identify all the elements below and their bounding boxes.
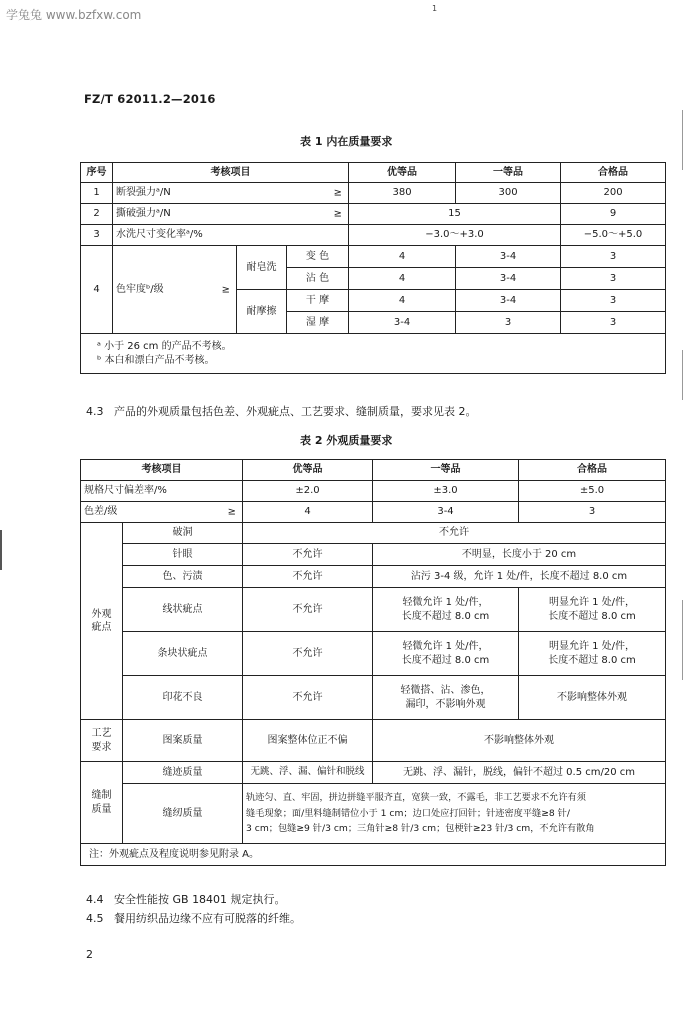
table-notes — [81, 334, 666, 374]
cell — [373, 588, 519, 632]
cell-line: 轻微允许 1 处/件， — [402, 597, 489, 608]
cell: 3-4 — [373, 502, 519, 523]
cell: 3 — [519, 502, 666, 523]
cell: 不允许 — [243, 632, 373, 676]
cell — [113, 204, 349, 225]
item-label: 撕破强力ᵃ/N — [116, 208, 171, 220]
table-row — [81, 762, 666, 784]
cell: 色、污渍 — [123, 566, 243, 588]
cell: 9 — [561, 204, 666, 225]
clause-number: 4.4 — [86, 893, 104, 906]
table-notes-row — [81, 334, 666, 374]
cell: 3-4 — [456, 268, 561, 290]
item-label: 色差/级 — [84, 506, 118, 518]
clause-number: 4.3 — [86, 405, 104, 418]
clause-text: 产品的外观质量包括色差、外观疵点、工艺要求、缝制质量，要求见表 2。 — [114, 405, 477, 418]
cell: ±2.0 — [243, 481, 373, 502]
cell-line: 明显允许 1 处/件， — [548, 641, 636, 652]
cell: 规格尺寸偏差率/% — [81, 481, 243, 502]
cell: 耐摩擦 — [237, 290, 287, 334]
cell-line: 3 cm；包缝≥9 针/3 cm；三角针≥8 针/3 cm；包梗针≥23 针/3 cm，不允许有散角 — [246, 823, 595, 835]
cell: 15 — [349, 204, 561, 225]
table-note: 注：外观疵点及程度说明参见附录 A。 — [81, 844, 666, 866]
cell: 图案质量 — [123, 720, 243, 762]
table-row — [81, 676, 666, 720]
cell: 不影响整体外观 — [519, 676, 666, 720]
table-row — [81, 544, 666, 566]
cell: 3 — [81, 225, 113, 246]
cell-line: 明显允许 1 处/件， — [548, 597, 636, 608]
operator: ≥ — [221, 283, 230, 295]
cell: 不明显，长度小于 20 cm — [373, 544, 666, 566]
operator: ≥ — [333, 208, 343, 220]
cell: 4 — [349, 246, 456, 268]
cell: 无跳、浮、漏、偏针和脱线 — [243, 762, 373, 784]
sewing-label: 缝制 质量 — [81, 762, 123, 844]
cell: 4 — [349, 290, 456, 312]
cell — [113, 246, 237, 334]
cell: 3 — [561, 246, 666, 268]
cell: 湿 摩 — [287, 312, 349, 334]
header-cell: 一等品 — [456, 163, 561, 183]
cell: 图案整体位正不偏 — [243, 720, 373, 762]
note-line: ᵇ 本白和漂白产品不考核。 — [97, 354, 215, 366]
table-row — [81, 784, 666, 844]
cell — [519, 588, 666, 632]
cell: 缝纫质量 — [123, 784, 243, 844]
cell: 破洞 — [123, 523, 243, 544]
cell-line: 长度不超过 8.0 cm — [401, 610, 490, 622]
note-line: ᵃ 小于 26 cm 的产品不考核。 — [97, 341, 232, 352]
header-cell: 考核项目 — [113, 163, 349, 183]
cell: −5.0～+5.0 — [561, 225, 666, 246]
cell — [373, 632, 519, 676]
item-label: 色牢度ᵇ/级 — [116, 283, 164, 295]
cell-line: 轻微搭、沾、渗色， — [400, 685, 491, 696]
scan-edge-mark — [0, 530, 2, 570]
cell: 耐皂洗 — [237, 246, 287, 290]
paragraph-4-4 — [86, 891, 286, 907]
cell: 干 摩 — [287, 290, 349, 312]
cell: −3.0～+3.0 — [349, 225, 561, 246]
operator: ≥ — [227, 506, 236, 518]
table-row — [81, 588, 666, 632]
cell: ±3.0 — [373, 481, 519, 502]
cell-line: 轻微允许 1 处/件， — [402, 641, 489, 652]
cell: 不允许 — [243, 523, 666, 544]
cell: 不允许 — [243, 544, 373, 566]
cell: 380 — [349, 183, 456, 204]
paragraph-4-5 — [86, 910, 301, 926]
table-row — [81, 566, 666, 588]
table2-header-row — [81, 460, 666, 481]
cell: 4 — [243, 502, 373, 523]
clause-text: 安全性能按 GB 18401 规定执行。 — [114, 893, 286, 906]
table-row — [81, 481, 666, 502]
cell-line: 轨迹匀、直、牢固，拼边拼缝平服齐直，宽狭一致，不露毛，非工艺要求不允许有须 — [246, 792, 586, 804]
cell — [243, 784, 666, 844]
table-row — [81, 632, 666, 676]
cell: 变 色 — [287, 246, 349, 268]
cell: 4 — [81, 246, 113, 334]
cell: 针眼 — [123, 544, 243, 566]
cell: 3 — [456, 312, 561, 334]
scan-edge-mark — [682, 110, 683, 170]
header-cell: 优等品 — [349, 163, 456, 183]
table1 — [80, 162, 666, 374]
cell — [113, 183, 349, 204]
header-cell: 优等品 — [243, 460, 373, 481]
cell — [81, 502, 243, 523]
cell: 沾污 3-4 级，允许 1 处/件，长度不超过 8.0 cm — [373, 566, 666, 588]
cell: 水洗尺寸变化率ᵃ/% — [113, 225, 349, 246]
cell: 条块状疵点 — [123, 632, 243, 676]
table-row — [81, 523, 666, 544]
cell: 不允许 — [243, 588, 373, 632]
page-number: 2 — [86, 948, 93, 961]
standard-number: FZ/T 62011.2—2016 — [84, 92, 216, 106]
page-mark: 1 — [432, 4, 438, 13]
defects-label: 外观 疵点 — [81, 523, 123, 720]
table-row — [81, 183, 666, 204]
cell: 2 — [81, 204, 113, 225]
watermark: 学兔兔 www.bzfxw.com — [6, 8, 142, 22]
cell: 300 — [456, 183, 561, 204]
cell-line: 长度不超过 8.0 cm — [548, 610, 636, 622]
table-row — [81, 225, 666, 246]
header-cell: 考核项目 — [81, 460, 243, 481]
cell: 3 — [561, 312, 666, 334]
cell: 3 — [561, 290, 666, 312]
header-cell: 一等品 — [373, 460, 519, 481]
cell: ±5.0 — [519, 481, 666, 502]
table2 — [80, 459, 666, 866]
table-row — [81, 246, 666, 268]
cell: 无跳、浮、漏针，脱线，偏针不超过 0.5 cm/20 cm — [373, 762, 666, 784]
item-label: 断裂强力ᵃ/N — [116, 187, 171, 199]
cell: 3-4 — [349, 312, 456, 334]
cell: 200 — [561, 183, 666, 204]
header-cell: 序号 — [81, 163, 113, 183]
header-cell: 合格品 — [561, 163, 666, 183]
table-row — [81, 204, 666, 225]
cell: 线状疵点 — [123, 588, 243, 632]
table-row — [81, 502, 666, 523]
clause-number: 4.5 — [86, 912, 104, 925]
table-row — [81, 720, 666, 762]
cell-line: 漏印，不影响外观 — [405, 698, 486, 710]
paragraph-4-3 — [86, 403, 477, 419]
scan-edge-mark — [682, 600, 683, 680]
table1-caption: 表 1 内在质量要求 — [300, 135, 393, 148]
table1-header-row — [81, 163, 666, 183]
clause-text: 餐用纺织品边缘不应有可脱落的纤维。 — [114, 912, 301, 925]
cell: 不影响整体外观 — [373, 720, 666, 762]
operator: ≥ — [333, 187, 343, 199]
craft-label: 工艺 要求 — [81, 720, 123, 762]
cell: 缝迹质量 — [123, 762, 243, 784]
cell-line: 长度不超过 8.0 cm — [401, 654, 490, 666]
cell: 3 — [561, 268, 666, 290]
cell-line: 长度不超过 8.0 cm — [548, 654, 636, 666]
cell: 3-4 — [456, 246, 561, 268]
table2-caption: 表 2 外观质量要求 — [300, 434, 393, 447]
header-cell: 合格品 — [519, 460, 666, 481]
cell: 1 — [81, 183, 113, 204]
cell: 3-4 — [456, 290, 561, 312]
cell: 不允许 — [243, 676, 373, 720]
cell: 沾 色 — [287, 268, 349, 290]
cell — [519, 632, 666, 676]
scan-edge-mark — [682, 350, 683, 400]
cell: 印花不良 — [123, 676, 243, 720]
cell: 4 — [349, 268, 456, 290]
cell: 不允许 — [243, 566, 373, 588]
table-notes-row — [81, 844, 666, 866]
cell — [373, 676, 519, 720]
cell-line: 缝毛现象；面/里料缝制错位小于 1 cm；边口处应打回针；针迹密度平缝≥8 针/ — [246, 807, 570, 819]
